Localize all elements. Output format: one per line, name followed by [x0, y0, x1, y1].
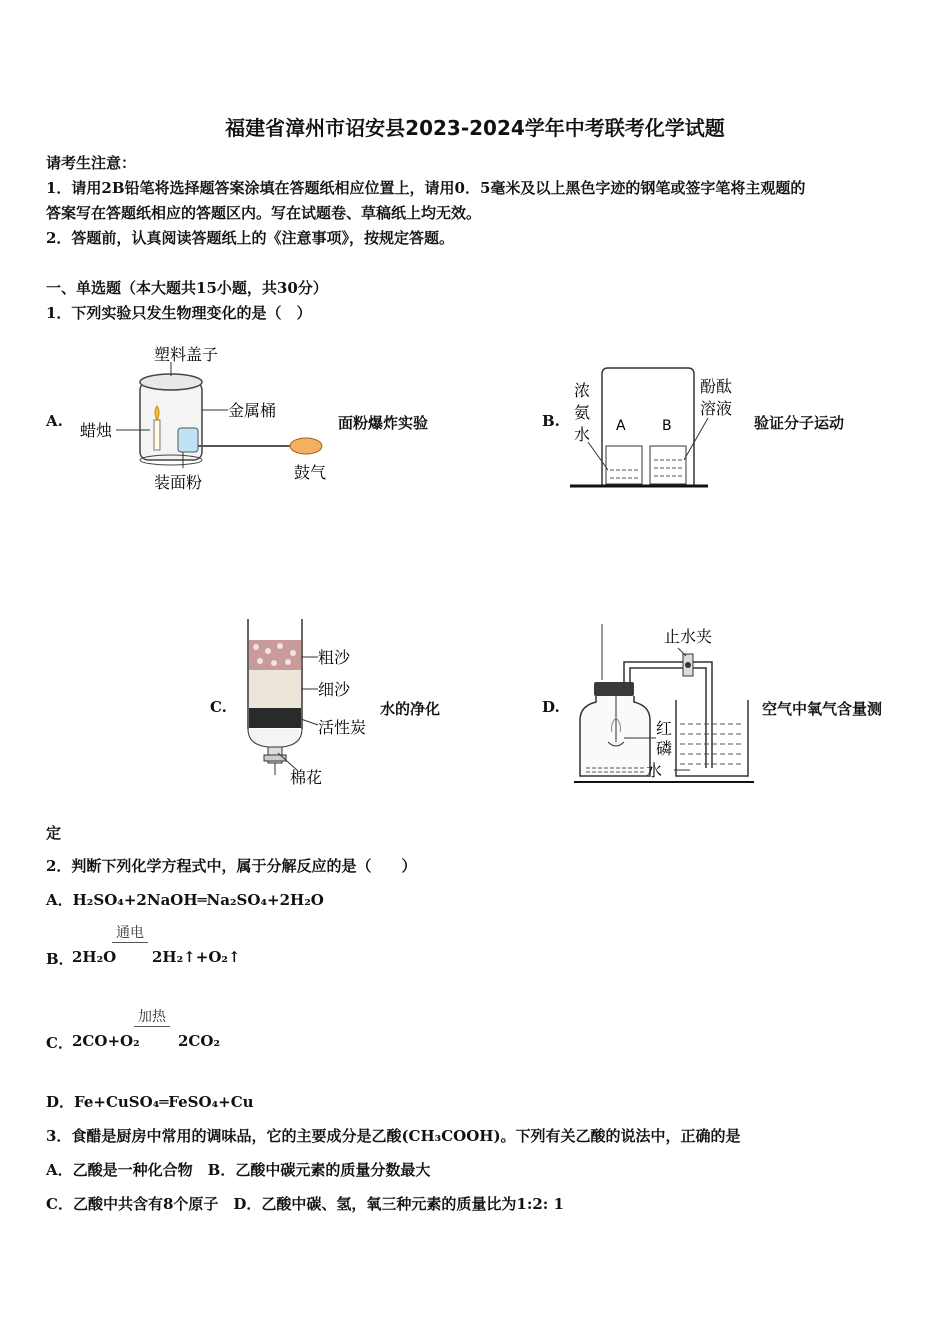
label-ammonia-2: 氨 — [574, 403, 591, 422]
label-activated-carbon: 活性炭 — [318, 718, 367, 737]
q1-stem: 1．下列实验只发生物理变化的是（ ） — [46, 304, 312, 322]
flour-explosion-figure — [78, 340, 338, 495]
q3-options-ab: A．乙酸是一种化合物 B．乙酸中碳元素的质量分数最大 — [46, 1161, 431, 1179]
label-plastic-lid: 塑料盖子 — [154, 345, 219, 364]
label-ammonia-1: 浓 — [574, 381, 591, 400]
label-ammonia-3: 水 — [574, 425, 591, 444]
q1-option-a-caption: 面粉爆炸实验 — [338, 414, 429, 432]
q2-stem: 2．判断下列化学方程式中，属于分解反应的是（ ） — [46, 857, 417, 875]
q2-option-c-left: 2CO+O₂ — [72, 1032, 140, 1050]
q2-option-b-left: 2H₂O — [72, 948, 117, 966]
q1-option-c-letter: C. — [210, 698, 227, 716]
q3-stem: 3．食醋是厨房中常用的调味品，它的主要成分是乙酸(CH₃COOH)。下列有关乙酸的说法中，正确的是 — [46, 1127, 741, 1145]
label-phenol-2: 溶液 — [700, 399, 733, 418]
q2-option-c-letter: C． — [46, 1034, 73, 1052]
label-beaker-b: B — [662, 418, 672, 434]
notice-line-1: 1．请用2B铅笔将选择题答案涂填在答题纸相应位置上，请用0．5毫米及以上黑色字迹的钢笔或签字笔将主观题的 — [46, 179, 806, 197]
q1-option-d-letter: D. — [542, 698, 560, 716]
q2-option-b-right: 2H₂↑+O₂↑ — [152, 948, 241, 966]
q1-option-a-letter: A. — [46, 412, 63, 430]
label-metal-bucket: 金属桶 — [228, 401, 277, 420]
q1-option-c-caption: 水的净化 — [380, 700, 441, 718]
q2-option-b-condition: 通电 — [112, 924, 148, 943]
label-beaker-a: A — [616, 418, 626, 434]
page-title: 福建省漳州市诏安县2023-2024学年中考联考化学试题 — [225, 116, 725, 140]
notice-line-2: 2．答题前，认真阅读答题纸上的《注意事项》，按规定答题。 — [46, 229, 454, 247]
label-fine-sand: 细沙 — [318, 680, 351, 699]
q2-option-c-right: 2CO₂ — [178, 1032, 221, 1050]
q1-caption-tail: 定 — [46, 824, 62, 842]
notice-line-1b: 答案写在答题纸相应的答题区内。写在试题卷、草稿纸上均无效。 — [46, 204, 482, 222]
notice-heading: 请考生注意： — [46, 154, 137, 172]
label-water: 水 — [646, 761, 663, 780]
water-purification-figure — [238, 615, 378, 790]
label-red-2: 磷 — [656, 739, 673, 758]
label-bulb: 鼓气 — [294, 463, 327, 482]
label-red-1: 红 — [656, 719, 673, 738]
q2-option-d: D．Fe+CuSO₄═FeSO₄+Cu — [46, 1093, 254, 1111]
section-heading: 一、单选题（本大题共15小题，共30分） — [46, 279, 328, 297]
label-coarse-sand: 粗沙 — [318, 648, 351, 667]
label-water-clamp: 止水夹 — [664, 627, 713, 646]
oxygen-content-figure — [572, 620, 762, 788]
label-phenol-1: 酚酞 — [700, 377, 733, 396]
label-cotton: 棉花 — [290, 768, 323, 787]
q2-option-b-letter: B． — [46, 950, 74, 968]
q2-option-c-condition: 加热 — [134, 1008, 170, 1027]
molecule-motion-figure — [568, 362, 748, 492]
q3-options-cd: C．乙酸中共含有8个原子 D．乙酸中碳、氢，氧三种元素的质量比为1:2: 1 — [46, 1195, 564, 1213]
q1-option-d-caption: 空气中氧气含量测 — [762, 700, 883, 718]
q2-option-a: A．H₂SO₄+2NaOH═Na₂SO₄+2H₂O — [46, 891, 324, 909]
label-candle: 蜡烛 — [80, 421, 113, 440]
q1-option-b-letter: B. — [542, 412, 560, 430]
label-flour: 装面粉 — [154, 473, 203, 492]
q1-option-b-caption: 验证分子运动 — [754, 414, 845, 432]
